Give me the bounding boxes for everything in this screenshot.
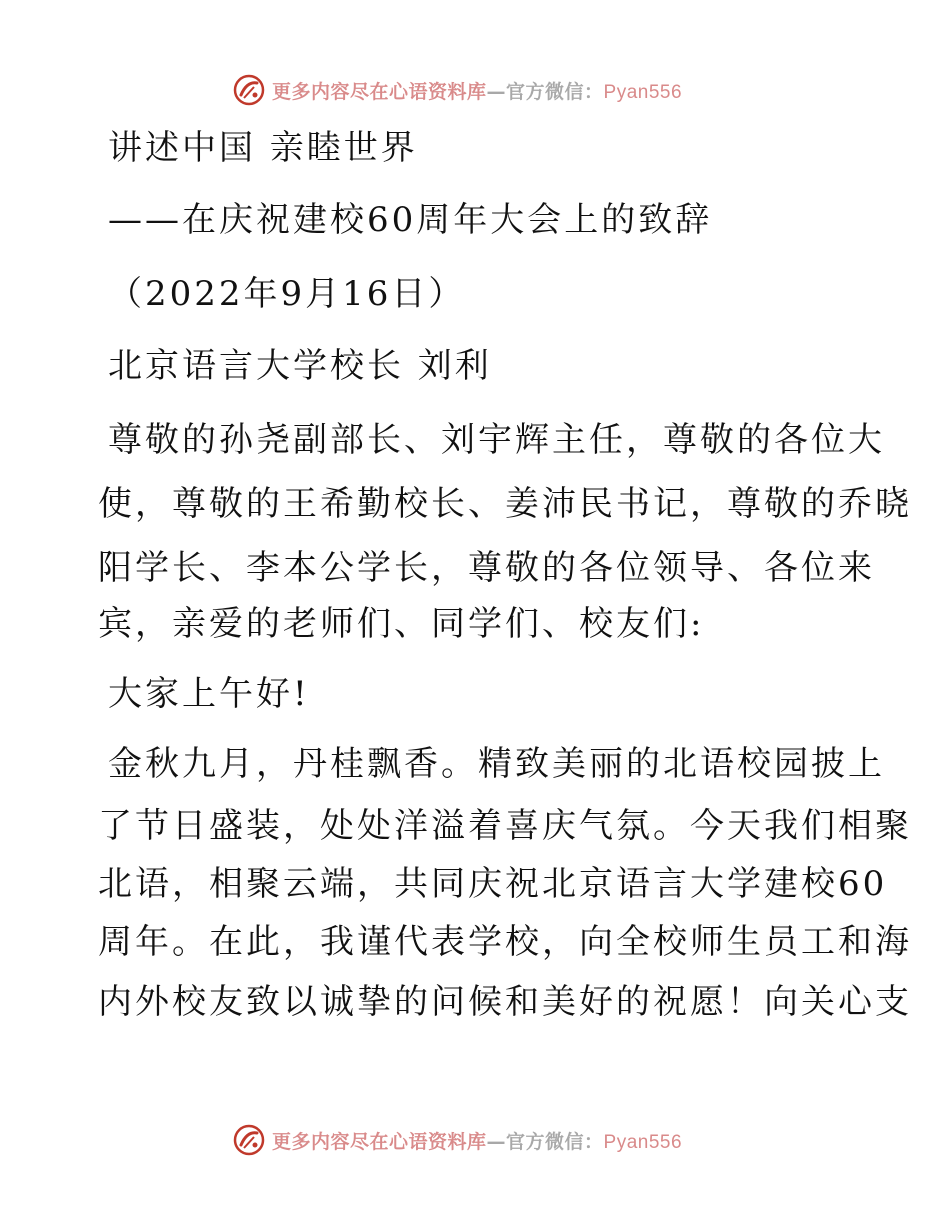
red-seal-logo-icon: [232, 73, 266, 107]
paragraph-line: 阳学长、李本公学长，尊敬的各位领导、各位来: [98, 548, 875, 588]
watermark-wechat-id: Pyan556: [603, 1131, 683, 1153]
paragraph-line: 北语，相聚云端，共同庆祝北京语言大学建校60: [98, 864, 888, 904]
watermark-footer: [232, 1122, 682, 1158]
document-author: 北京语言大学校长 刘利: [108, 346, 492, 386]
paragraph-line: 大家上午好!: [108, 674, 310, 714]
document-title: 讲述中国 亲睦世界: [108, 128, 418, 168]
paragraph-line: 宾，亲爱的老师们、同学们、校友们:: [98, 604, 705, 644]
watermark-wechat-id: Pyan556: [603, 81, 683, 103]
watermark-official-text: —官方微信：: [486, 80, 604, 103]
watermark-library-text: 更多内容尽在心语资料库: [272, 80, 487, 103]
document-subtitle: ——在庆祝建校60周年大会上的致辞: [108, 200, 713, 240]
paragraph-line: 使，尊敬的王希勤校长、姜沛民书记，尊敬的乔晓: [98, 484, 912, 524]
document-date: （2022年9月16日）: [108, 274, 466, 314]
paragraph-line: 了节日盛装，处处洋溢着喜庆气氛。今天我们相聚: [98, 806, 912, 846]
watermark-header: [232, 72, 682, 108]
paragraph-line: 尊敬的孙尧副部长、刘宇辉主任，尊敬的各位大: [108, 420, 885, 460]
paragraph-line: 金秋九月，丹桂飘香。精致美丽的北语校园披上: [108, 744, 885, 784]
watermark-library-text: 更多内容尽在心语资料库: [272, 1130, 487, 1153]
paragraph-line: 内外校友致以诚挚的问候和美好的祝愿！向关心支: [98, 982, 912, 1022]
red-seal-logo-icon: [232, 1123, 266, 1157]
paragraph-line: 周年。在此，我谨代表学校，向全校师生员工和海: [98, 922, 912, 962]
watermark-official-text: —官方微信：: [486, 1130, 604, 1153]
